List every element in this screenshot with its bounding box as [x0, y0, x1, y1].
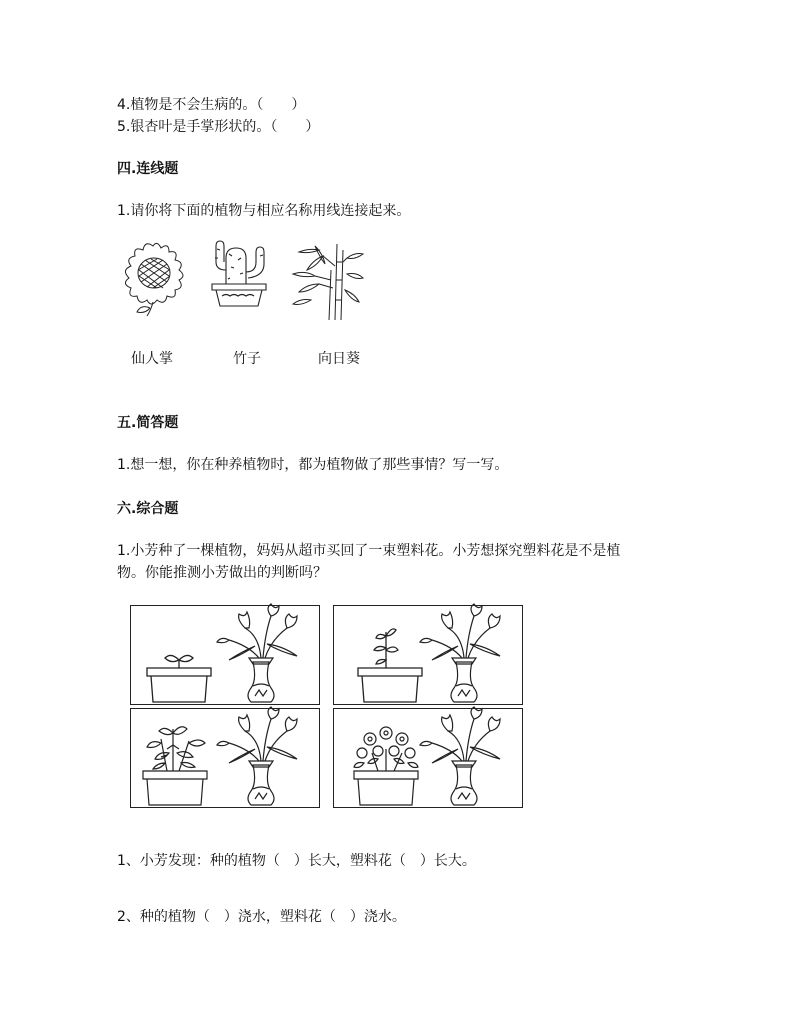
cactus-icon — [208, 236, 270, 312]
comprehensive-question-line-2: 物。你能推测小芳做出的判断吗？ — [117, 565, 327, 581]
name-label-bamboo: 竹子 — [233, 351, 261, 367]
plastic-flower-vase-icon — [412, 709, 524, 809]
name-label-sunflower: 向日葵 — [318, 351, 360, 367]
section-heading-comprehensive: 六.综合题 — [117, 501, 179, 517]
true-false-item-4: 4.植物是不会生病的。（ ） — [117, 97, 306, 113]
section-heading-short-answer: 五.简答题 — [117, 415, 179, 431]
short-answer-question: 1.想一想，你在种养植物时，都为植物做了那些事情？写一写。 — [117, 457, 509, 473]
comprehensive-question-line-1: 1.小芳种了一棵植物，妈妈从超市买回了一束塑料花。小芳想探究塑料花是不是植 — [117, 543, 621, 559]
plastic-flower-vase-icon — [209, 709, 321, 809]
comparison-panel-3 — [130, 708, 320, 808]
sunflower-icon — [117, 238, 189, 318]
plastic-flower-vase-icon — [412, 606, 524, 706]
section-heading-matching: 四.连线题 — [117, 161, 179, 177]
sub-question-2: 2、种的植物（ ）浇水，塑料花（ ）浇水。 — [117, 909, 406, 925]
comparison-panel-4 — [333, 708, 523, 808]
plastic-flower-vase-icon — [209, 606, 321, 706]
comparison-panel-1 — [130, 605, 320, 705]
comparison-panel-2 — [333, 605, 523, 705]
sub-question-1: 1、小芳发现：种的植物（ ）长大，塑料花（ ）长大。 — [117, 853, 476, 869]
matching-question: 1.请你将下面的植物与相应名称用线连接起来。 — [117, 203, 411, 219]
name-label-cactus: 仙人掌 — [131, 351, 173, 367]
true-false-item-5: 5.银杏叶是手掌形状的。（ ） — [117, 119, 320, 135]
bamboo-icon — [289, 240, 365, 322]
